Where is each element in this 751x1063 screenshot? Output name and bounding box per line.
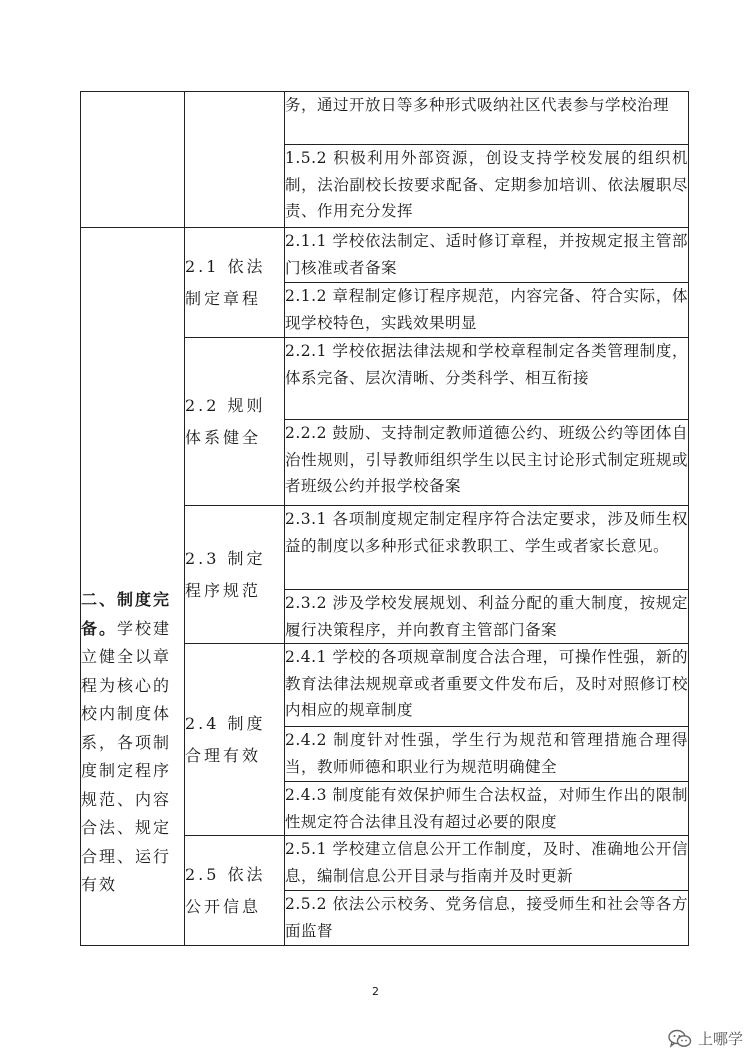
criterion-text: 2.4.3 制度能有效保护师生合法权益，对师生作出的限制性规定符合法律且没有超过必要的限度 [285, 786, 688, 831]
wechat-icon [668, 1029, 692, 1049]
table-cell [285, 590, 689, 644]
group-label-cell [185, 506, 285, 644]
table-cell [285, 338, 689, 420]
table-cell [285, 506, 689, 590]
table-cell [285, 891, 689, 946]
group-label: 2.2 规则体系健全 [185, 395, 266, 447]
table-cell [285, 420, 689, 506]
section-title: 二、制度完备。 [81, 590, 172, 638]
section-heading [81, 586, 184, 900]
criterion-text: 2.5.2 依法公示校务、党务信息，接受师生和社会等各方面监督 [285, 895, 688, 940]
criterion-text: 2.4.1 学校的各项规章制度合法合理，可操作性强，新的教育法律法规规章或者重要文件发布后，及时对照修订校内相应的规章制度 [285, 648, 688, 719]
table-cell [285, 283, 689, 338]
table-cell [285, 782, 689, 836]
table-cell [285, 92, 689, 145]
table-cell [285, 836, 689, 891]
blank-subcategory-cell [185, 92, 285, 228]
section-cell [81, 228, 185, 946]
group-label: 2.5 依法公开信息 [185, 864, 266, 916]
criteria-table [80, 91, 689, 946]
group-label-cell [185, 836, 285, 946]
section-description: 学校建立健全以章程为核心的校内制度体系，各项制度制定程序规范、内容合法、规定合理、运行有效 [81, 618, 172, 894]
criterion-text: 2.2.1 学校依据法律法规和学校章程制定各类管理制度，体系完备、层次清晰、分类科学、相互衔接 [285, 342, 688, 387]
group-label-cell [185, 644, 285, 836]
watermark [668, 1028, 743, 1049]
group-label: 2.3 制定程序规范 [185, 548, 266, 600]
criterion-text: 2.1.1 学校依法制定、适时修订章程，并按规定报主管部门核准或者备案 [285, 232, 688, 277]
criterion-text: 2.1.2 章程制定修订程序规范，内容完备、符合实际，体现学校特色，实践效果明显 [285, 287, 688, 332]
group-label-cell [185, 338, 285, 506]
table-cell [285, 228, 689, 283]
group-label-cell [185, 228, 285, 338]
criterion-text: 务，通过开放日等多种形式吸纳社区代表参与学校治理 [285, 96, 670, 114]
blank-category-cell [81, 92, 185, 228]
group-label: 2.1 依法制定章程 [185, 256, 266, 308]
watermark-text: 上哪学 [697, 1030, 743, 1048]
criterion-text: 2.3.2 涉及学校发展规划、利益分配的重大制度，按规定履行决策程序，并向教育主管部门备案 [285, 594, 688, 639]
table-cell [285, 727, 689, 782]
criterion-text: 2.2.2 鼓励、支持制定教师道德公约、班级公约等团体自治性规则，引导教师组织学生以民主讨论形式制定班规或者班级公约并报学校备案 [285, 424, 688, 495]
table-cell [285, 644, 689, 727]
group-label: 2.4 制度合理有效 [185, 713, 266, 765]
criterion-text: 2.5.1 学校建立信息公开工作制度，及时、准确地公开信息，编制信息公开目录与指南并及时更新 [285, 840, 688, 885]
table-cell [285, 145, 689, 228]
criterion-text: 1.5.2 积极利用外部资源，创设支持学校发展的组织机制，法治副校长按要求配备、定期参加培训、依法履职尽责、作用充分发挥 [285, 149, 688, 220]
criterion-text: 2.4.2 制度针对性强，学生行为规范和管理措施合理得当，教师师德和职业行为规范明确健全 [285, 731, 688, 776]
criterion-text: 2.3.1 各项制度规定制定程序符合法定要求，涉及师生权益的制度以多种形式征求教职工、学生或者家长意见。 [285, 510, 688, 555]
page-number: 2 [372, 985, 379, 998]
